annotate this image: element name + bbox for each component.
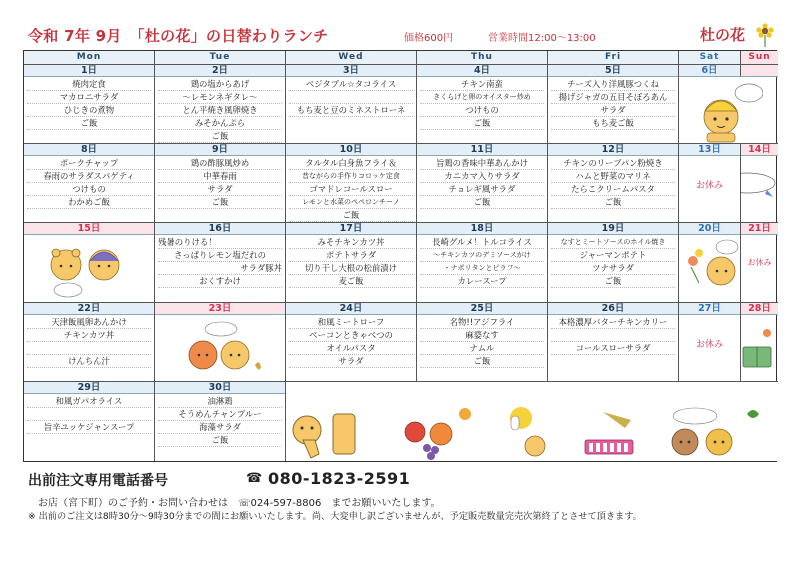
menu-item — [551, 329, 675, 342]
menu-item: ベジタブル☆タコライス — [289, 78, 413, 91]
day-cell-4 — [417, 65, 548, 144]
day-date: 17日 — [286, 223, 416, 235]
day-date: 28日 — [741, 303, 778, 315]
day-cell-1 — [24, 65, 155, 144]
tiger-hardhat-illustration — [693, 81, 763, 143]
day-cell-5 — [548, 65, 679, 144]
menu-item: 旨鶏の香味中華あんかけ — [420, 157, 544, 170]
menu-item: ハムと野菜のマリネ — [551, 170, 675, 183]
menu-item: 揚げジャガの五目そぼろあん — [551, 91, 675, 104]
day-cell-19 — [548, 223, 679, 302]
menu-item: マカロニサラダ — [27, 91, 151, 104]
menu-item: ご飯 — [551, 275, 675, 288]
day-date: 11日 — [417, 144, 547, 156]
menu-item: おくすかけ — [158, 275, 282, 288]
menu-item: そうめんチャンプルー — [158, 408, 282, 421]
day-date: 29日 — [24, 382, 154, 394]
day-cell-25 — [417, 303, 548, 382]
closed-label: お休み — [695, 339, 723, 350]
day-date: 5日 — [548, 65, 678, 77]
menu-item: チキンカツ丼 — [27, 329, 151, 342]
day-date: 13日 — [679, 144, 740, 156]
menu-item: ひじきの煮物 — [27, 104, 151, 117]
menu-item: ご飯 — [289, 209, 413, 222]
menu-item: ゴマドレコールスロー — [289, 183, 413, 196]
day-date: 4日 — [417, 65, 547, 77]
menu-item: さっぱりレモン塩だれの — [158, 249, 282, 262]
day-date: 23日 — [155, 303, 285, 315]
menu-item: 天津飯風卵あんかけ — [27, 316, 151, 329]
menu-item: ご飯 — [158, 196, 282, 209]
weekday-wed: Wed — [286, 51, 417, 65]
day-date: 3日 — [286, 65, 416, 77]
menu-item: 中華春雨 — [158, 170, 282, 183]
menu-item: 焼肉定食 — [27, 78, 151, 91]
day-date: 27日 — [679, 303, 740, 315]
weekday-mon: Mon — [24, 51, 155, 65]
menu-item: チキン南蛮 — [420, 78, 544, 91]
menu-item: レモンと水菜のペペロンチーノ — [289, 196, 413, 209]
reading-book-illustration — [741, 321, 777, 375]
menu-item: サラダ — [158, 183, 282, 196]
menu-item: 昔ながらの手作りコロッケ定食 — [289, 170, 413, 183]
day-cell-10 — [286, 144, 417, 223]
menu-item: けんちん汁 — [27, 355, 151, 368]
menu-item: 長崎グルメ！トルコライス — [420, 236, 544, 249]
day-date: 20日 — [679, 223, 740, 235]
price-label: 価格600円 — [404, 33, 454, 44]
menu-item: サラダ豚丼 — [158, 262, 282, 275]
day-date: 2日 — [155, 65, 285, 77]
day-cell-20 — [679, 223, 741, 302]
day-cell-9 — [155, 144, 286, 223]
day-cell-8 — [24, 144, 155, 223]
menu-item: チーズ入り洋風豚つくね — [551, 78, 675, 91]
menu-item: カニカマ入りサラダ — [420, 170, 544, 183]
menu-item: ご飯 — [420, 117, 544, 130]
menu-item — [27, 342, 151, 355]
day-date: 24日 — [286, 303, 416, 315]
day-date-sun-blank — [741, 65, 778, 77]
menu-item: たらこクリームパスタ — [551, 183, 675, 196]
weekday-sat: Sat — [679, 51, 741, 65]
page-header — [28, 22, 774, 48]
menu-item: タルタル白身魚フライ＆ — [289, 157, 413, 170]
menu-item: 名物!!アジフライ — [420, 316, 544, 329]
day-cell-30 — [155, 382, 286, 461]
menu-item: ツナサラダ — [551, 262, 675, 275]
day-cell-23 — [155, 303, 286, 382]
day-cell-22 — [24, 303, 155, 382]
day-cell-28 — [741, 303, 778, 382]
day-date: 15日 — [24, 223, 154, 235]
menu-item: ～チキンカツのデミソースがけ — [420, 249, 544, 262]
menu-item: カレースープ — [420, 275, 544, 288]
day-date: 21日 — [741, 223, 778, 235]
menu-item: わかめご飯 — [27, 196, 151, 209]
day-cell-3 — [286, 65, 417, 144]
menu-item: 海藻サラダ — [158, 421, 282, 434]
day-cell-6 — [679, 65, 778, 144]
day-cell-12 — [548, 144, 679, 223]
day-date: 12日 — [548, 144, 678, 156]
day-cell-18 — [417, 223, 548, 302]
autumn-illustration — [285, 402, 771, 460]
day-cell-2 — [155, 65, 286, 144]
day-date: 22日 — [24, 303, 154, 315]
closed-label: お休み — [747, 258, 772, 268]
weekday-thu: Thu — [417, 51, 548, 65]
day-cell-14 — [741, 144, 778, 223]
menu-item: チョレギ風サラダ — [420, 183, 544, 196]
menu-item: 残暑のりける！ — [158, 236, 282, 249]
menu-item: とん平焼き風卵焼き — [158, 104, 282, 117]
day-cell-29 — [24, 382, 155, 461]
menu-item: コールスローサラダ — [551, 342, 675, 355]
weekday-sun: Sun — [741, 51, 778, 65]
day-date: 6日 — [679, 65, 741, 77]
day-date: 19日 — [548, 223, 678, 235]
menu-item: ポテトサラダ — [289, 249, 413, 262]
menu-item: オイルパスタ — [289, 342, 413, 355]
menu-item: 麻婆なす — [420, 329, 544, 342]
delivery-phone-label: 出前注文専用電話番号 — [28, 473, 168, 489]
menu-item: 麦ご飯 — [289, 275, 413, 288]
day-date: 9日 — [155, 144, 285, 156]
menu-item: 春雨のサラダスパゲティ — [27, 170, 151, 183]
day-cell-27 — [679, 303, 741, 382]
day-date: 1日 — [24, 65, 154, 77]
weekday-fri: Fri — [548, 51, 679, 65]
menu-item: 鶏の塩からあげ — [158, 78, 282, 91]
day-date: 18日 — [417, 223, 547, 235]
weekday-tue: Tue — [155, 51, 286, 65]
menu-item: 和風ミートローフ — [289, 316, 413, 329]
menu-item: ご飯 — [551, 196, 675, 209]
menu-item: つけもの — [27, 183, 151, 196]
day-cell-16 — [155, 223, 286, 302]
menu-item: ベーコンときゃべつの — [289, 329, 413, 342]
menu-item: もち麦と豆のミネストローネ — [289, 104, 413, 117]
day-date: 10日 — [286, 144, 416, 156]
menu-item: チキンのリーブパン粉焼き — [551, 157, 675, 170]
menu-item: ご飯 — [158, 434, 282, 447]
menu-item — [289, 91, 413, 104]
day-date: 14日 — [741, 144, 778, 156]
menu-item: サラダ — [289, 355, 413, 368]
menu-item: ご飯 — [420, 355, 544, 368]
lunch-calendar — [23, 50, 777, 462]
day-cell-21 — [741, 223, 778, 302]
menu-item: なすとミートソースのホイル焼き — [551, 236, 675, 249]
shop-name: 杜の花 — [700, 26, 746, 44]
day-date: 8日 — [24, 144, 154, 156]
menu-item: サラダ — [551, 104, 675, 117]
menu-item: ナムル — [420, 342, 544, 355]
menu-item: ご飯 — [420, 196, 544, 209]
day-cell-11 — [417, 144, 548, 223]
menu-item — [27, 408, 151, 421]
menu-item: 油淋鶏 — [158, 395, 282, 408]
menu-item: ポークチャップ — [27, 157, 151, 170]
day-cell-13 — [679, 144, 741, 223]
menu-item: ご飯 — [158, 130, 282, 143]
menu-item: みそチキンカツ丼 — [289, 236, 413, 249]
sunflower-icon — [756, 23, 774, 47]
menu-item: 切り干し大根の松前漬け — [289, 262, 413, 275]
menu-item: もち麦ご飯 — [551, 117, 675, 130]
autumn-equinox-tigers-illustration — [177, 319, 265, 379]
delivery-phone-number: 080-1823-2591 — [268, 469, 411, 488]
day-date: 30日 — [155, 382, 285, 394]
menu-item: ジャーマンポテト — [551, 249, 675, 262]
menu-item: 本格濃厚バターチキンカリー — [551, 316, 675, 329]
reservation-info: お店（宮下町）のご予約・お問い合わせは ☏024-597-8806 までお願いいたします。 — [38, 498, 441, 509]
day-cell-17 — [286, 223, 417, 302]
menu-item: 旨辛ユッケジャンスープ — [27, 421, 151, 434]
menu-item: 鶏の酢豚風炒め — [158, 157, 282, 170]
september-sign-illustration — [741, 170, 777, 200]
tiger-bouquet-illustration — [683, 239, 739, 293]
phone-icon: ☎ — [246, 471, 263, 486]
delivery-notice: ※ 出前のご注文は8時30分～9時30分までの間にお願いいたします。尚、大変申し訳ございませんが、予定販売数量完売次第終了とさせて頂きます。 — [28, 511, 642, 522]
day-date: 26日 — [548, 303, 678, 315]
menu-item: みそかんぷら — [158, 117, 282, 130]
menu-item: ～レモンネギタレ～ — [158, 91, 282, 104]
elderly-couple-illustration — [38, 241, 138, 299]
day-date: 25日 — [417, 303, 547, 315]
page-title: 令和 7年 9月 「杜の花」の日替わりランチ — [28, 27, 329, 45]
menu-item: ご飯 — [27, 117, 151, 130]
day-cell-15 — [24, 223, 155, 302]
day-cell-26 — [548, 303, 679, 382]
business-hours: 営業時間12:00～13:00 — [488, 33, 596, 44]
day-cell-24 — [286, 303, 417, 382]
day-date: 16日 — [155, 223, 285, 235]
menu-item: ・ナポリタンとピラフ～ — [420, 262, 544, 275]
menu-item: つけもの — [420, 104, 544, 117]
menu-item: きくらげと卵のオイスター炒め — [420, 91, 544, 104]
menu-item: 和風ガパオライス — [27, 395, 151, 408]
closed-label: お休み — [695, 181, 723, 192]
